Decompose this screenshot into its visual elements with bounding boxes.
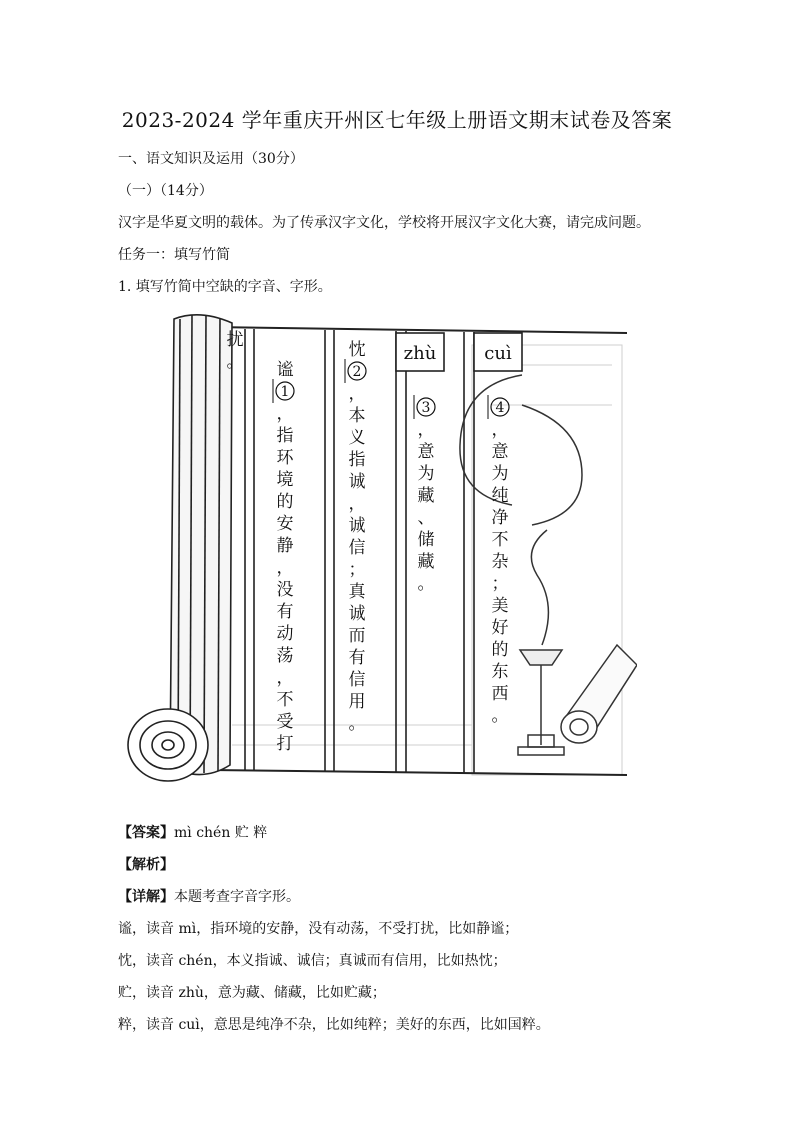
blank-number: 4 (495, 400, 505, 416)
slip-char: ， (276, 558, 294, 578)
slip-char: 有 (276, 602, 294, 622)
pinyin-label: cuì (484, 343, 512, 364)
slip-text-4 (488, 395, 509, 726)
slip-char: 诚 (348, 516, 366, 536)
analysis-line-2: 忱，读音 chén，本义指诚、诚信；真诚而有信用，比如热忱； (118, 953, 507, 969)
analysis-label: 【解析】 (118, 857, 174, 873)
slip-char: 有 (348, 648, 366, 668)
intro-paragraph: 汉字是华夏文明的载体。为了传承汉字文化，学校将开展汉字文化大赛，请完成问题。 (118, 215, 650, 231)
slip-char: 东 (491, 662, 509, 682)
slip-char: 诚 (348, 604, 366, 624)
slip-char: ， (276, 404, 294, 424)
slip-char: 动 (276, 624, 294, 644)
slip-char: 本 (348, 406, 366, 426)
detail-line (118, 886, 300, 906)
question-1: 1. 填写竹简中空缺的字音、字形。 (118, 279, 332, 295)
slip-char: 。 (226, 352, 244, 372)
slip-char: ； (348, 560, 366, 580)
slip-char: 不 (276, 690, 294, 710)
slip-char: 义 (348, 428, 366, 448)
slip-char: 境 (276, 470, 294, 490)
slip-char: 。 (348, 714, 366, 734)
slip-char: 静 (276, 536, 294, 556)
answer-text: mì chén 贮 粹 (174, 825, 268, 841)
part-heading: （一）（14分） (118, 183, 213, 199)
slip-char: ， (348, 384, 366, 404)
analysis-line-3: 贮，读音 zhù，意为藏、储藏，比如贮藏； (118, 985, 386, 1001)
slip-char: 好 (491, 618, 509, 638)
slip-char: 的 (276, 492, 294, 512)
slip-char: ， (417, 420, 435, 440)
slip-char: 荡 (276, 646, 294, 666)
task-heading: 任务一：填写竹简 (118, 247, 230, 263)
slip-char: 没 (276, 580, 294, 600)
slip-char: 意 (491, 442, 509, 462)
slip-char: 而 (348, 626, 366, 646)
analysis-line-1: 谧，读音 mì，指环境的安静，没有动荡，不受打扰，比如静谧； (118, 921, 519, 937)
blank-number: 1 (280, 384, 290, 400)
slip-char: 意 (417, 442, 435, 462)
detail-text: 本题考查字音字形。 (174, 889, 300, 905)
slip-char: 西 (491, 684, 509, 704)
section-heading: 一、语文知识及运用（30分） (118, 151, 304, 167)
slip-char: 扰 (226, 330, 244, 350)
slip-char: 美 (491, 596, 509, 616)
slip-char: 为 (417, 464, 435, 484)
slip-char: 杂 (491, 552, 509, 572)
blank-number: 3 (421, 400, 431, 416)
slip-char: 净 (491, 508, 509, 528)
slip-char: 纯 (491, 486, 509, 506)
slip-char: ， (491, 420, 509, 440)
slip-char: 打 (276, 734, 294, 754)
slip-char: 储 (417, 530, 435, 550)
slip-char: 忱 (348, 340, 366, 360)
slip-char: 指 (348, 450, 366, 470)
answer-line (118, 822, 267, 842)
slip-char: 为 (491, 464, 509, 484)
slip-char: 安 (276, 514, 294, 534)
slip-char: 。 (417, 574, 435, 594)
slip-char: 诚 (348, 472, 366, 492)
detail-label: 【详解】 (118, 889, 174, 905)
slip-char: ， (276, 668, 294, 688)
slip-char: 用 (348, 692, 366, 712)
slip-char: 藏 (417, 552, 435, 572)
slip-char: 真 (348, 582, 366, 602)
slip-char: 指 (276, 426, 294, 446)
slip-char: 受 (276, 712, 294, 732)
analysis-line-4: 粹，读音 cuì，意思是纯净不杂，比如纯粹；美好的东西，比如国粹。 (118, 1017, 550, 1033)
slip-char: ； (491, 574, 509, 594)
slip-char: 。 (491, 706, 509, 726)
pinyin-label: zhù (403, 343, 437, 364)
blank-number: 2 (352, 364, 362, 380)
bamboo-scroll-figure (112, 305, 637, 810)
answer-label: 【答案】 (118, 825, 174, 841)
slip-char: 的 (491, 640, 509, 660)
slip-char: 、 (417, 508, 435, 528)
slip-char: 信 (348, 538, 366, 558)
slip-char: 信 (348, 670, 366, 690)
slip-char: 藏 (417, 486, 435, 506)
document-title: 2023-2024 学年重庆开州区七年级上册语文期末试卷及答案 (121, 108, 673, 132)
slip-char: 谧 (276, 360, 294, 380)
slip-char: 环 (276, 448, 294, 468)
slip-char: ， (348, 494, 366, 514)
slip-text-3 (414, 395, 435, 594)
slip-char: 不 (491, 530, 509, 550)
